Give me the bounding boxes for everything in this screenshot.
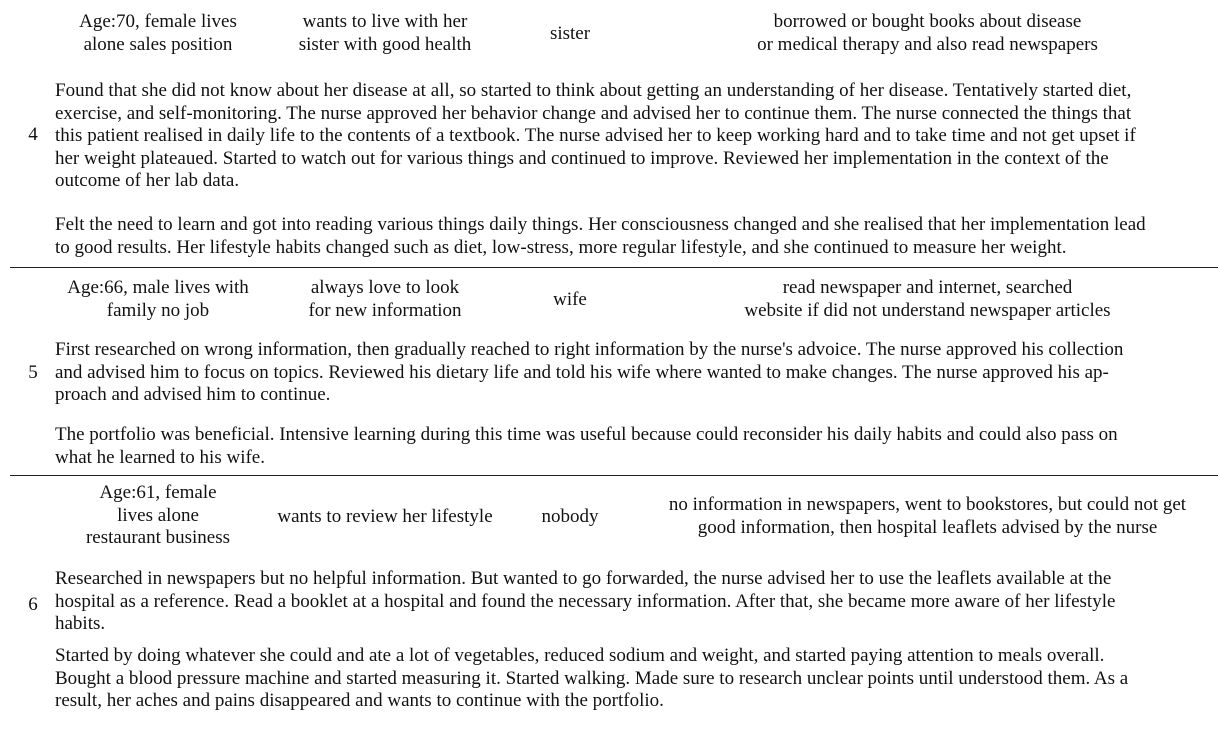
outcome-line: Felt the need to learn and got into reading various things daily things. Her consciousness changed and she realised that her implementation lead bbox=[55, 214, 1146, 235]
profile-line: lives alone bbox=[117, 504, 199, 526]
information-cell bbox=[640, 11, 1215, 56]
goal-cell bbox=[270, 277, 500, 322]
process-line: Found that she did not know about her disease at all, so started to think about getting an understanding of her disease. Tentatively started diet, bbox=[55, 80, 1132, 101]
process-paragraph bbox=[55, 568, 1218, 636]
goal-line: wants to review her lifestyle bbox=[277, 506, 493, 527]
outcome-line: The portfolio was beneficial. Intensive learning during this time was useful because could reconsider his daily habits and could also pass on bbox=[55, 424, 1118, 445]
goal-cell bbox=[270, 11, 500, 56]
outcome-paragraph bbox=[55, 645, 1218, 713]
support-line: sister bbox=[549, 23, 591, 44]
outcome-line: Started by doing whatever she could and ate a lot of vegetables, reduced sodium and weight, and started paying attention to meals overall. bbox=[55, 645, 1105, 666]
profile-line: Age:61, female bbox=[99, 482, 217, 503]
profile-line: Age:70, female lives bbox=[79, 11, 237, 32]
profile-line: alone sales position bbox=[83, 33, 233, 55]
process-line: outcome of her lab data. bbox=[55, 170, 240, 191]
process-line: habits. bbox=[55, 613, 106, 634]
goal-cell bbox=[262, 506, 508, 529]
process-line: Researched in newspapers but no helpful information. But wanted to go forwarded, the nurse advised her to use the leaflets available at the bbox=[55, 568, 1112, 589]
support-cell bbox=[520, 289, 620, 312]
information-cell bbox=[640, 277, 1215, 322]
process-paragraph bbox=[55, 339, 1218, 407]
information-line: good information, then hospital leaflets advised by the nurse bbox=[697, 516, 1158, 538]
profile-line: Age:66, male lives with bbox=[67, 277, 249, 298]
goal-line: sister with good health bbox=[298, 33, 472, 55]
row-divider bbox=[10, 267, 1218, 268]
outcome-line: Bought a blood pressure machine and started measuring it. Started walking. Made sure to research unclear points until understood them. As a bbox=[55, 667, 1129, 689]
information-line: website if did not understand newspaper articles bbox=[744, 299, 1111, 321]
profile-cell bbox=[58, 482, 258, 550]
outcome-paragraph bbox=[55, 214, 1218, 259]
outcome-paragraph bbox=[55, 424, 1218, 469]
outcome-line: to good results. Her lifestyle habits changed such as diet, low-stress, more regular lifestyle, and she continued to measure her weight. bbox=[55, 236, 1067, 258]
goal-line: wants to live with her bbox=[302, 11, 468, 32]
case-number: 4 bbox=[28, 124, 38, 145]
profile-cell bbox=[58, 11, 258, 56]
information-line: or medical therapy and also read newspapers bbox=[757, 33, 1098, 55]
outcome-line: what he learned to his wife. bbox=[55, 446, 265, 468]
support-line: wife bbox=[553, 289, 587, 310]
process-line: hospital as a reference. Read a booklet at a hospital and found the necessary information. After that, she became more aware of her lifestyle bbox=[55, 590, 1116, 612]
process-line: her weight plateaued. Started to watch out for various things and continued to improve. Reviewed her implementation in the context of the bbox=[55, 147, 1109, 169]
process-paragraph bbox=[55, 80, 1218, 193]
information-cell bbox=[640, 494, 1215, 539]
profile-cell bbox=[58, 277, 258, 322]
outcome-line: result, her aches and pains disappeared and wants to continue with the portfolio. bbox=[55, 690, 664, 711]
profile-line: family no job bbox=[106, 299, 210, 321]
profile-line: restaurant business bbox=[85, 527, 231, 548]
process-line: proach and advised him to continue. bbox=[55, 384, 331, 405]
goal-line: for new information bbox=[308, 299, 462, 321]
support-line: nobody bbox=[541, 506, 599, 527]
support-cell bbox=[520, 23, 620, 46]
information-line: borrowed or bought books about disease bbox=[773, 11, 1082, 32]
case-number: 5 bbox=[28, 362, 38, 383]
process-line: First researched on wrong information, then gradually reached to right information by the nurse's advoice. The nurse approved his collection bbox=[55, 339, 1124, 360]
information-line: read newspaper and internet, searched bbox=[782, 277, 1073, 298]
process-line: and advised him to focus on topics. Reviewed his dietary life and told his wife where wanted to make changes. The nurse approved his ap- bbox=[55, 361, 1109, 383]
information-line: no information in newspapers, went to bookstores, but could not get bbox=[668, 494, 1187, 515]
row-divider bbox=[10, 475, 1218, 476]
goal-line: always love to look bbox=[310, 277, 460, 298]
process-line: exercise, and self-monitoring. The nurse approved her behavior change and advised her to continue them. The nurse connected the things that bbox=[55, 102, 1132, 124]
process-line: this patient realised in daily life to the contents of a textbook. The nurse advised her to keep working hard and to take time and not get upset if bbox=[55, 125, 1136, 146]
case-number: 6 bbox=[28, 594, 38, 615]
support-cell bbox=[520, 506, 620, 529]
